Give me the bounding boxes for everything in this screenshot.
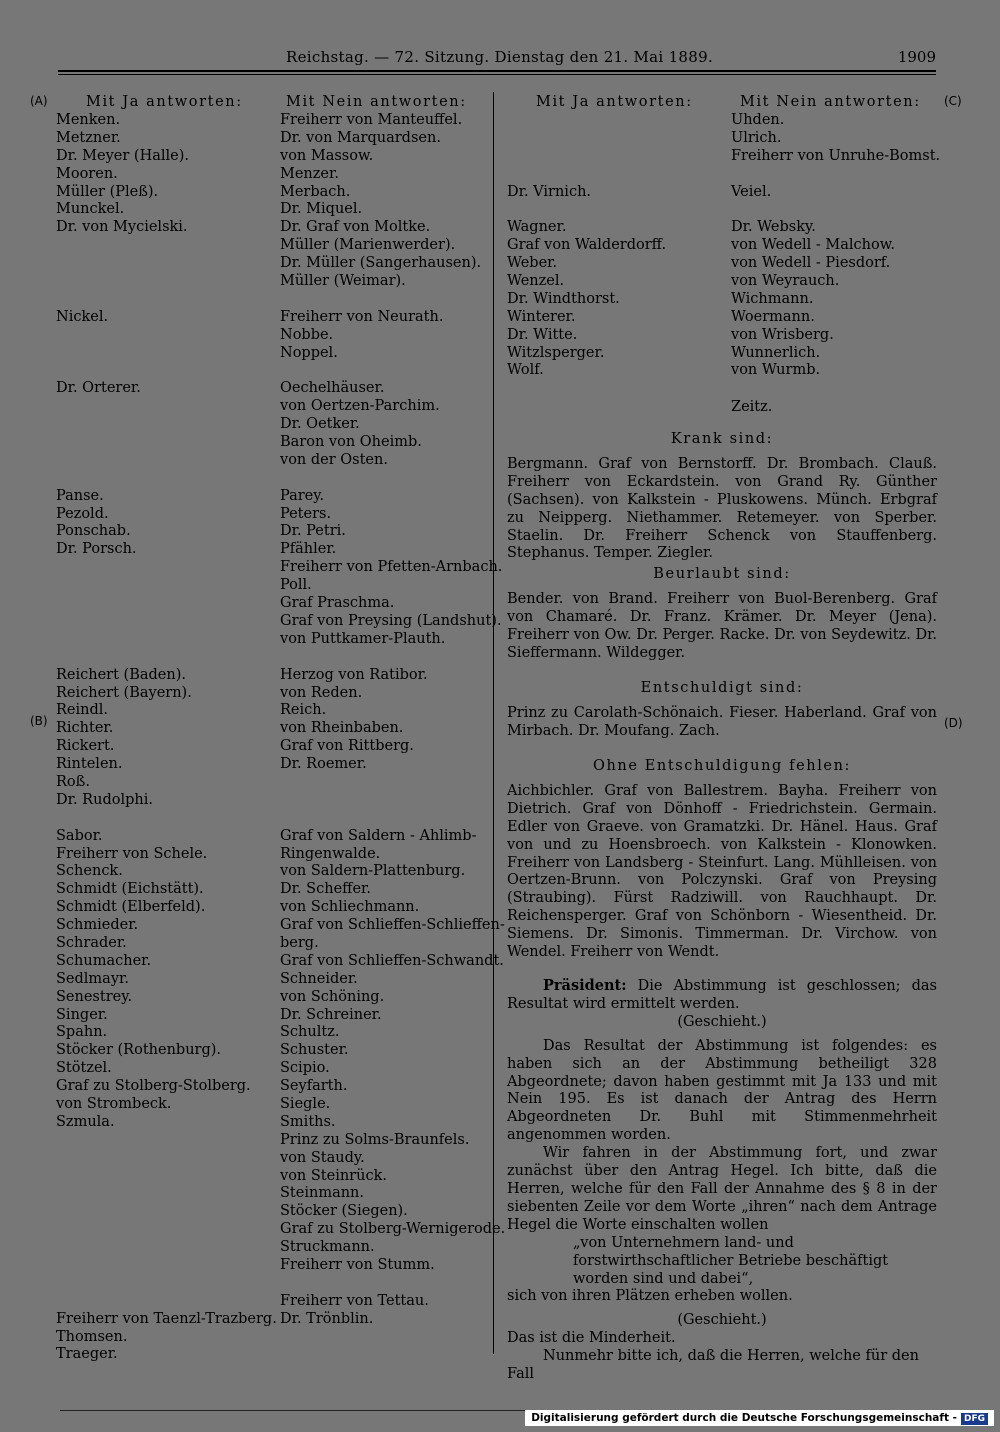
left-nein-entry: Dr. Trönblin. [280,1310,374,1327]
left-ja-entry [56,327,276,345]
footer-credit [525,1410,994,1426]
left-nein-entry: Dr. Petri. [280,523,346,540]
paragraph-hegel: Wir fahren in der Abstimmung fort, und zwar zunächst über den Antrag Hegel. Ich bitte, daß die Herren, welche für den Fall der Annahme des § 8 in der siebenten Zeile vor dem Worte „ihren“ nach dem Antrage Hegel die Worte einschalten wollen [507,1145,937,1233]
left-ja-entry [56,1239,276,1257]
beurlaubt-section [507,566,937,663]
left-ja-entry [56,613,276,631]
left-ja-entry [56,452,276,470]
left-ja-entry: Roß. [56,773,90,790]
right-nein-entry: Wunnerlich. [731,344,821,361]
left-ja-entry [56,595,276,613]
left-nein-entry [280,1329,492,1347]
left-ja-entry [56,237,276,255]
left-ja-list [56,112,276,1364]
left-nein-entry: Graf zu Stolberg-Wernigerode. [280,1221,506,1238]
left-nein-entry [280,810,492,828]
left-nein-entry: von Puttkamer-Plauth. [280,630,446,647]
left-ja-entry [56,559,276,577]
left-ja-entry: Spahn. [56,1024,108,1041]
left-ja-heading: Mit Ja antworten: [86,94,243,110]
left-ja-entry: Senestrey. [56,988,133,1005]
left-nein-entry: Noppel. [280,344,338,361]
left-ja-entry: Schumacher. [56,952,152,969]
left-ja-entry [56,291,276,309]
left-nein-entry: Schultz. [280,1024,340,1041]
left-nein-entry [280,774,492,792]
left-nein-entry [280,362,492,380]
left-nein-entry: Dr. Graf von Moltke. [280,219,431,236]
right-ja-entry [507,148,729,166]
left-ja-entry: Freiherr von Taenzl-Trazberg. [56,1310,277,1327]
paragraph-nunmehr: Nunmehr bitte ich, daß die Herren, welche für den Fall [507,1348,919,1383]
left-ja-entry [56,1132,276,1150]
left-nein-entry: Freiherr von Pfetten-Arnbach. [280,559,503,576]
left-ja-entry [56,416,276,434]
right-nein-entry: Wichmann. [731,290,814,307]
page-number: 1909 [897,48,936,66]
left-ja-entry: Reichert (Baden). [56,666,186,683]
left-ja-entry [56,1293,276,1311]
left-nein-entry: berg. [280,934,319,951]
left-nein-entry: Schneider. [280,970,358,987]
left-nein-entry: von Schöning. [280,988,385,1005]
left-nein-entry: Graf von Preysing (Landshut). [280,612,502,629]
right-nein-entry: Ulrich. [731,129,782,146]
left-nein-entry: Seyfarth. [280,1078,348,1095]
left-ja-entry: Pezold. [56,505,109,522]
right-ja-entry: Wolf. [507,362,544,379]
left-ja-entry: Rintelen. [56,756,123,773]
left-ja-entry: Richter. [56,720,114,737]
left-ja-entry: Sabor. [56,827,103,844]
left-nein-entry [280,1275,492,1293]
left-nein-entry: Peters. [280,505,332,522]
left-ja-entry: Singer. [56,1006,108,1023]
left-ja-entry: Thomsen. [56,1328,128,1345]
beurlaubt-text: Bender. von Brand. Freiherr von Buol-Berenberg. Graf von Chamaré. Dr. Franz. Krämer. Dr. Meyer (Jena). Freiherr von Ow. Dr. Perger. Racke. Dr. von Seydewitz. Dr. Sieffermann. Wildegger. [507,590,938,661]
right-nein-list [731,112,941,380]
left-nein-entry: Dr. Roemer. [280,756,367,773]
entschuldigt-heading: Entschuldigt sind: [640,680,804,696]
left-nein-entry: Graf Praschma. [280,595,395,612]
left-ja-entry [56,1203,276,1221]
right-nein-entry: von Wurmb. [731,362,821,379]
left-ja-entry [56,1150,276,1168]
left-ja-entry [56,345,276,363]
paragraph-result: Das Resultat der Abstimmung ist folgendes: es haben sich an der Abstimmung betheiligt 328 Abgeordnete; davon haben gestimmt mit Ja 133 und mit Nein 195. Es ist danach der Antrag des Herrn Abgeordneten Dr. Buhl mit Stimmenmehrheit angenommen worden. [507,1037,937,1144]
praesident-label: Präsident: [543,977,627,994]
praesident-speech [507,977,937,1384]
left-ja-entry: Dr. von Mycielski. [56,219,188,236]
left-ja-entry: Schrader. [56,934,127,951]
left-nein-entry: Pfähler. [280,541,337,558]
zeitz-entry: Zeitz. [731,399,773,415]
entschuldigt-section [507,680,937,741]
ohne-heading: Ohne Entschuldigung fehlen: [592,758,852,774]
header-rule [58,70,936,72]
left-nein-entry: von Steinrück. [280,1167,387,1184]
left-ja-entry: Stöcker (Rothenburg). [56,1042,222,1059]
right-nein-entry: Woermann. [731,308,815,325]
left-nein-entry: Graf von Schlieffen-Schlieffen- [280,917,505,934]
left-nein-entry: Smiths. [280,1113,336,1130]
footer-text: Digitalisierung gefördert durch die Deutsche Forschungsgemeinschaft - [531,1412,957,1424]
right-ja-entry: Dr. Witte. [507,326,578,343]
right-ja-entry [507,166,729,184]
left-nein-entry: von Massow. [280,147,374,164]
left-ja-entry: Schmidt (Elberfeld). [56,899,206,916]
right-nein-entry [731,166,937,184]
ohne-text: Aichbichler. Graf von Ballestrem. Bayha. Freiherr von Dietrich. Graf von Dönhoff - Friedrichstein. Germain. Edler von Graeve. von Gramatzki. Dr. Hänel. Haus. Graf von und zu Hoensbroech. von Kalkstein - Klonowken. Freiherr von Landsberg - Steinfurt. Lang. Mühlleisen. von Oertzen-Brunn. von Polczynski. Graf von Preysing (Straubing). Fürst Radziwill. von Rauchhaupt. Dr. Reichensperger. Graf von Schönborn - Wiesentheid. Dr. Siemens. Dr. Simonis. Timmerman. Dr. Virchow. von Wendel. Freiherr von Wendt. [507,782,937,961]
left-nein-entry: von Rheinbaben. [280,720,404,737]
left-nein-entry: Freiherr von Neurath. [280,308,444,325]
left-nein-entry: Nobbe. [280,326,334,343]
page-header [0,48,1000,72]
left-nein-entry: Ringenwalde. [280,845,381,862]
left-ja-entry: Reichert (Bayern). [56,684,192,701]
left-ja-entry [56,1185,276,1203]
left-nein-entry: Reich. [280,702,327,719]
right-nein-entry: Uhden. [731,112,785,128]
left-ja-entry: Panse. [56,487,104,504]
left-ja-entry: Schenck. [56,863,123,880]
left-ja-entry [56,470,276,488]
left-ja-entry [56,434,276,452]
left-nein-entry: Dr. Miquel. [280,201,363,218]
left-ja-entry: Nickel. [56,308,109,325]
left-nein-entry: Graf von Rittberg. [280,738,414,755]
left-ja-entry: Rickert. [56,738,115,755]
left-ja-entry: Müller (Pleß). [56,183,159,200]
left-ja-entry [56,273,276,291]
right-ja-entry: Witzlsperger. [507,344,605,361]
left-nein-entry: von Schliechmann. [280,899,420,916]
right-ja-entry [507,130,729,148]
left-nein-entry: Baron von Oheimb. [280,434,422,451]
margin-marker-a: (A) [30,94,48,108]
right-ja-entry: Graf von Walderdorff. [507,237,667,254]
left-nein-entry [280,649,492,667]
left-nein-entry: Siegle. [280,1095,331,1112]
left-nein-entry: Müller (Weimar). [280,273,406,290]
right-nein-entry [731,201,937,219]
right-ja-entry: Wenzel. [507,273,565,290]
left-ja-entry: Traeger. [56,1346,118,1363]
left-nein-entry: Menzer. [280,165,339,182]
left-nein-entry: von Oertzen-Parchim. [280,398,440,415]
right-nein-entry: von Wedell - Malchow. [731,237,896,254]
left-ja-entry: Sedlmayr. [56,970,129,987]
left-ja-entry: Schmieder. [56,917,139,934]
left-nein-list [280,112,506,1346]
header-rule-thin [58,74,936,75]
left-ja-entry: Ponschab. [56,523,131,540]
right-ja-entry: Winterer. [507,308,576,325]
left-ja-entry: Metzner. [56,129,121,146]
left-nein-entry: Schuster. [280,1042,349,1059]
left-ja-entry: Dr. Orterer. [56,380,141,397]
krank-text: Bergmann. Graf von Bernstorff. Dr. Brombach. Clauß. Freiherr von Eckardstein. von Grand Ry. Günther (Sachsen). von Kalkstein - Pluskowens. Münch. Erbgraf zu Neipperg. Niethammer. Retemeyer. von Sperber. Staelin. Dr. Freiherr Schenck von Stauffenberg. Stephanus. Temper. Ziegler. [507,455,937,562]
margin-marker-d: (D) [944,716,963,730]
praesident-text: Die Abstimmung ist geschlossen; das Resultat wird ermittelt werden. [507,978,937,1012]
left-nein-entry [280,792,492,810]
margin-marker-b: (B) [30,714,48,728]
left-ja-entry: Schmidt (Eichstätt). [56,881,204,898]
left-ja-entry: Graf zu Stolberg-Stolberg. [56,1078,251,1095]
paragraph-erheben: sich von ihren Plätzen erheben wollen. [507,1288,793,1305]
left-nein-entry: Dr. von Marquardsen. [280,129,441,146]
left-nein-entry: Graf von Saldern - Ahlimb- [280,827,477,844]
column-separator [493,92,494,1354]
right-ja-entry: Dr. Virnich. [507,183,592,200]
dfg-logo: DFG [961,1413,988,1425]
left-nein-entry: von Saldern-Plattenburg. [280,863,466,880]
left-ja-entry [56,1275,276,1293]
left-ja-entry [56,1221,276,1239]
left-nein-entry: Poll. [280,577,312,594]
right-ja-list [507,112,729,380]
left-nein-entry: Freiherr von Stumm. [280,1257,435,1273]
left-ja-entry [56,810,276,828]
right-ja-entry: Weber. [507,255,558,272]
left-nein-entry: Freiherr von Tettau. [280,1292,429,1309]
left-nein-entry: Struckmann. [280,1239,375,1256]
left-ja-entry: Dr. Meyer (Halle). [56,147,189,164]
left-nein-entry: Müller (Marienwerder). [280,237,456,254]
right-ja-entry [507,201,729,219]
left-nein-entry: Herzog von Ratibor. [280,666,428,683]
left-nein-entry [280,291,492,309]
left-ja-entry: von Strombeck. [56,1095,172,1112]
left-nein-entry: Parey. [280,487,325,504]
margin-marker-c: (C) [944,94,962,108]
krank-section [507,431,937,563]
left-nein-entry [280,470,492,488]
left-nein-entry: Dr. Scheffer. [280,881,371,898]
left-ja-entry: Munckel. [56,201,125,218]
left-ja-entry [56,649,276,667]
left-nein-entry: Scipio. [280,1060,330,1077]
right-nein-entry: Veiel. [731,183,772,200]
left-nein-entry: von der Osten. [280,451,388,468]
left-nein-entry: Oechelhäuser. [280,380,385,397]
praesident-paragraph [507,977,937,1014]
left-ja-entry: Dr. Rudolphi. [56,791,153,808]
left-ja-entry: Reindl. [56,702,109,719]
right-nein-entry: von Wrisberg. [731,326,834,343]
beurlaubt-heading: Beurlaubt sind: [653,566,791,582]
left-ja-entry: Menken. [56,112,121,128]
left-nein-entry: Stöcker (Siegen). [280,1203,408,1220]
left-ja-entry [56,1168,276,1186]
left-nein-entry: Graf von Schlieffen-Schwandt. [280,952,504,969]
left-ja-entry: Stötzel. [56,1060,112,1077]
right-ja-heading: Mit Ja antworten: [536,94,693,110]
left-nein-entry: Prinz zu Solms-Braunfels. [280,1131,470,1148]
ohne-section [507,758,937,962]
quote-text: „von Unternehmern land- und forstwirthschaftlicher Betriebe beschäftigt worden sind und dabei“, [573,1234,889,1287]
left-nein-entry: Dr. Oetker. [280,416,360,433]
left-ja-entry [56,631,276,649]
left-nein-entry: Freiherr von Manteuffel. [280,112,463,128]
left-ja-entry: Dr. Porsch. [56,541,137,558]
entschuldigt-text: Prinz zu Carolath-Schönaich. Fieser. Haberland. Graf von Mirbach. Dr. Moufang. Zach. [507,704,937,739]
geschieht-2: (Geschieht.) [677,1312,767,1329]
right-nein-entry: Dr. Websky. [731,219,816,236]
left-nein-entry: Steinmann. [280,1185,364,1202]
left-ja-entry [56,362,276,380]
right-ja-entry [507,112,729,130]
right-ja-entry: Wagner. [507,219,567,236]
krank-heading: Krank sind: [670,431,774,447]
left-nein-entry: Dr. Schreiner. [280,1006,382,1023]
left-nein-entry: von Reden. [280,684,363,701]
left-ja-entry: Szmula. [56,1113,115,1130]
right-ja-entry: Dr. Windthorst. [507,290,620,307]
right-nein-entry: von Weyrauch. [731,273,840,290]
left-nein-heading: Mit Nein antworten: [286,94,467,110]
right-nein-entry: Freiherr von Unruhe-Bomst. [731,147,941,164]
left-nein-entry: Merbach. [280,183,351,200]
geschieht-1: (Geschieht.) [677,1013,767,1030]
left-nein-entry: von Staudy. [280,1149,365,1166]
left-ja-entry [56,1257,276,1275]
left-nein-entry: Dr. Müller (Sangerhausen). [280,255,482,272]
left-ja-entry: Freiherr von Schele. [56,845,208,862]
right-nein-heading: Mit Nein antworten: [740,94,921,110]
right-nein-entry: von Wedell - Piesdorf. [731,255,891,272]
header-title: Reichstag. — 72. Sitzung. Dienstag den 21. Mai 1889. [286,48,714,66]
left-ja-entry [56,577,276,595]
left-ja-entry [56,255,276,273]
left-ja-entry [56,398,276,416]
left-ja-entry: Mooren. [56,165,118,182]
paragraph-minderheit: Das ist die Minderheit. [507,1330,676,1347]
